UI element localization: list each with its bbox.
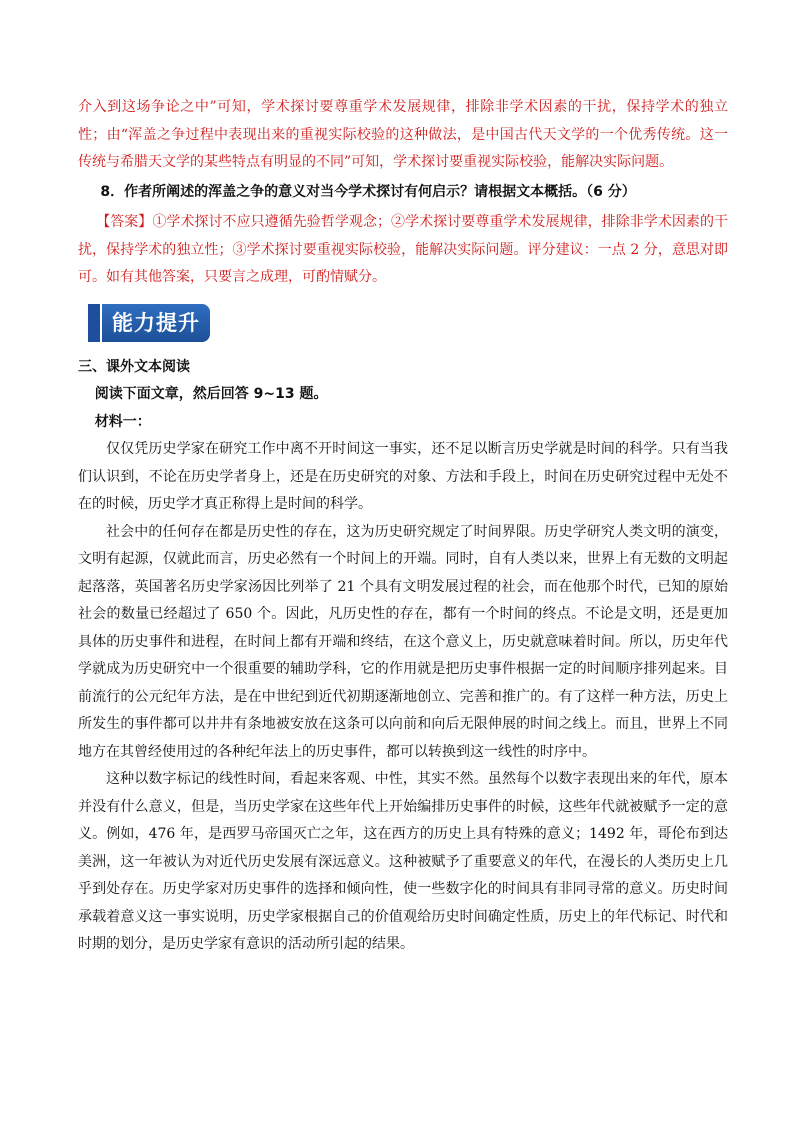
question-8: 8．作者所阐述的浑盖之争的意义对当今学术探讨有何启示？请根据文本概括。（6 分） <box>100 183 636 200</box>
previous-answer-continuation: 介入到这场争论之中”可知，学术探讨要尊重学术发展规律，排除非学术因素的干扰，保持学术的独立性；由“浑盖之争过程中表现出来的重视实际校验的这种做法，是中国古代天文学的一个优秀传统。这一传统与希腊天文学的某些特点有明显的不同”可知，学术探讨要重视实际校验，能解决实际问题。 <box>78 99 728 170</box>
section-title: 三、课外文本阅读 <box>78 358 190 375</box>
reading-instruction: 阅读下面文章，然后回答 9~13 题。 <box>94 386 328 402</box>
banner-label: 能力提升 <box>102 304 210 342</box>
ability-banner <box>88 304 218 342</box>
paragraph-1: 仅仅凭历史学家在研究工作中离不开时间这一事实，还不足以断言历史学就是时间的科学。只有当我们认识到，不论在历史学者身上，还是在历史研究的对象、方法和手段上，时间在历史研究过程中无处不在的时候，历史学才真正称得上是时间的科学。 <box>78 441 728 512</box>
answer-8: 【答案】①学术探讨不应只遵循先验哲学观念；②学术探讨要尊重学术发展规律，排除非学术因素的干扰，保持学术的独立性；③学术探讨要重视实际校验，能解决实际问题。评分建议：一点 2 分，意思对即可。如有其他答案，只要言之成理，可酌情赋分。 <box>78 214 728 285</box>
page-content <box>78 94 728 959</box>
banner-tab <box>88 304 100 342</box>
paragraph-3: 这种以数字标记的线性时间，看起来客观、中性，其实不然。虽然每个以数字表现出来的年代，原本并没有什么意义，但是，当历史学家在这些年代上开始编排历史事件的时候，这些年代就被赋予一定的意义。例如，476 年，是西罗马帝国灭亡之年，这在西方的历史上具有特殊的意义；1492 年，哥伦布到达美洲，这一年被认为对近代历史发展有深远意义。这种被赋予了重要意义的年代，在漫长的人类历史上几乎到处存在。历史学家对历史事件的选择和倾向性，使一些数字化的时间具有非同寻常的意义。历史时间承载着意义这一事实说明，历史学家根据自己的价值观给历史时间确定性质，历史上的年代标记、时代和时期的划分，是历史学家有意识的活动所引起的结果。 <box>78 771 728 952</box>
paragraph-2: 社会中的任何存在都是历史性的存在，这为历史研究规定了时间界限。历史学研究人类文明的演变，文明有起源，仅就此而言，历史必然有一个时间上的开端。同时，自有人类以来，世界上有无数的文明起起落落，英国著名历史学家汤因比列举了 21 个具有文明发展过程的社会，而在他那个时代，已知的原始社会的数量已经超过了 650 个。因此，凡历史性的存在，都有一个时间的终点。不论是文明，还是更加具体的历史事件和进程，在时间上都有开端和终结，在这个意义上，历史就意味着时间。所以，历史年代学就成为历史研究中一个很重要的辅助学科，它的作用就是把历史事件根据一定的时间顺序排列起来。目前流行的公元纪年方法，是在中世纪到近代初期逐渐地创立、完善和推广的。有了这样一种方法，历史上所发生的事件都可以井井有条地被安放在这条可以向前和向后无限伸展的时间之线上。而且，世界上不同地方在其曾经使用过的各种纪年法上的历史事件，都可以转换到这一线性的时序中。 <box>78 523 728 760</box>
material-label: 材料一： <box>94 413 151 430</box>
